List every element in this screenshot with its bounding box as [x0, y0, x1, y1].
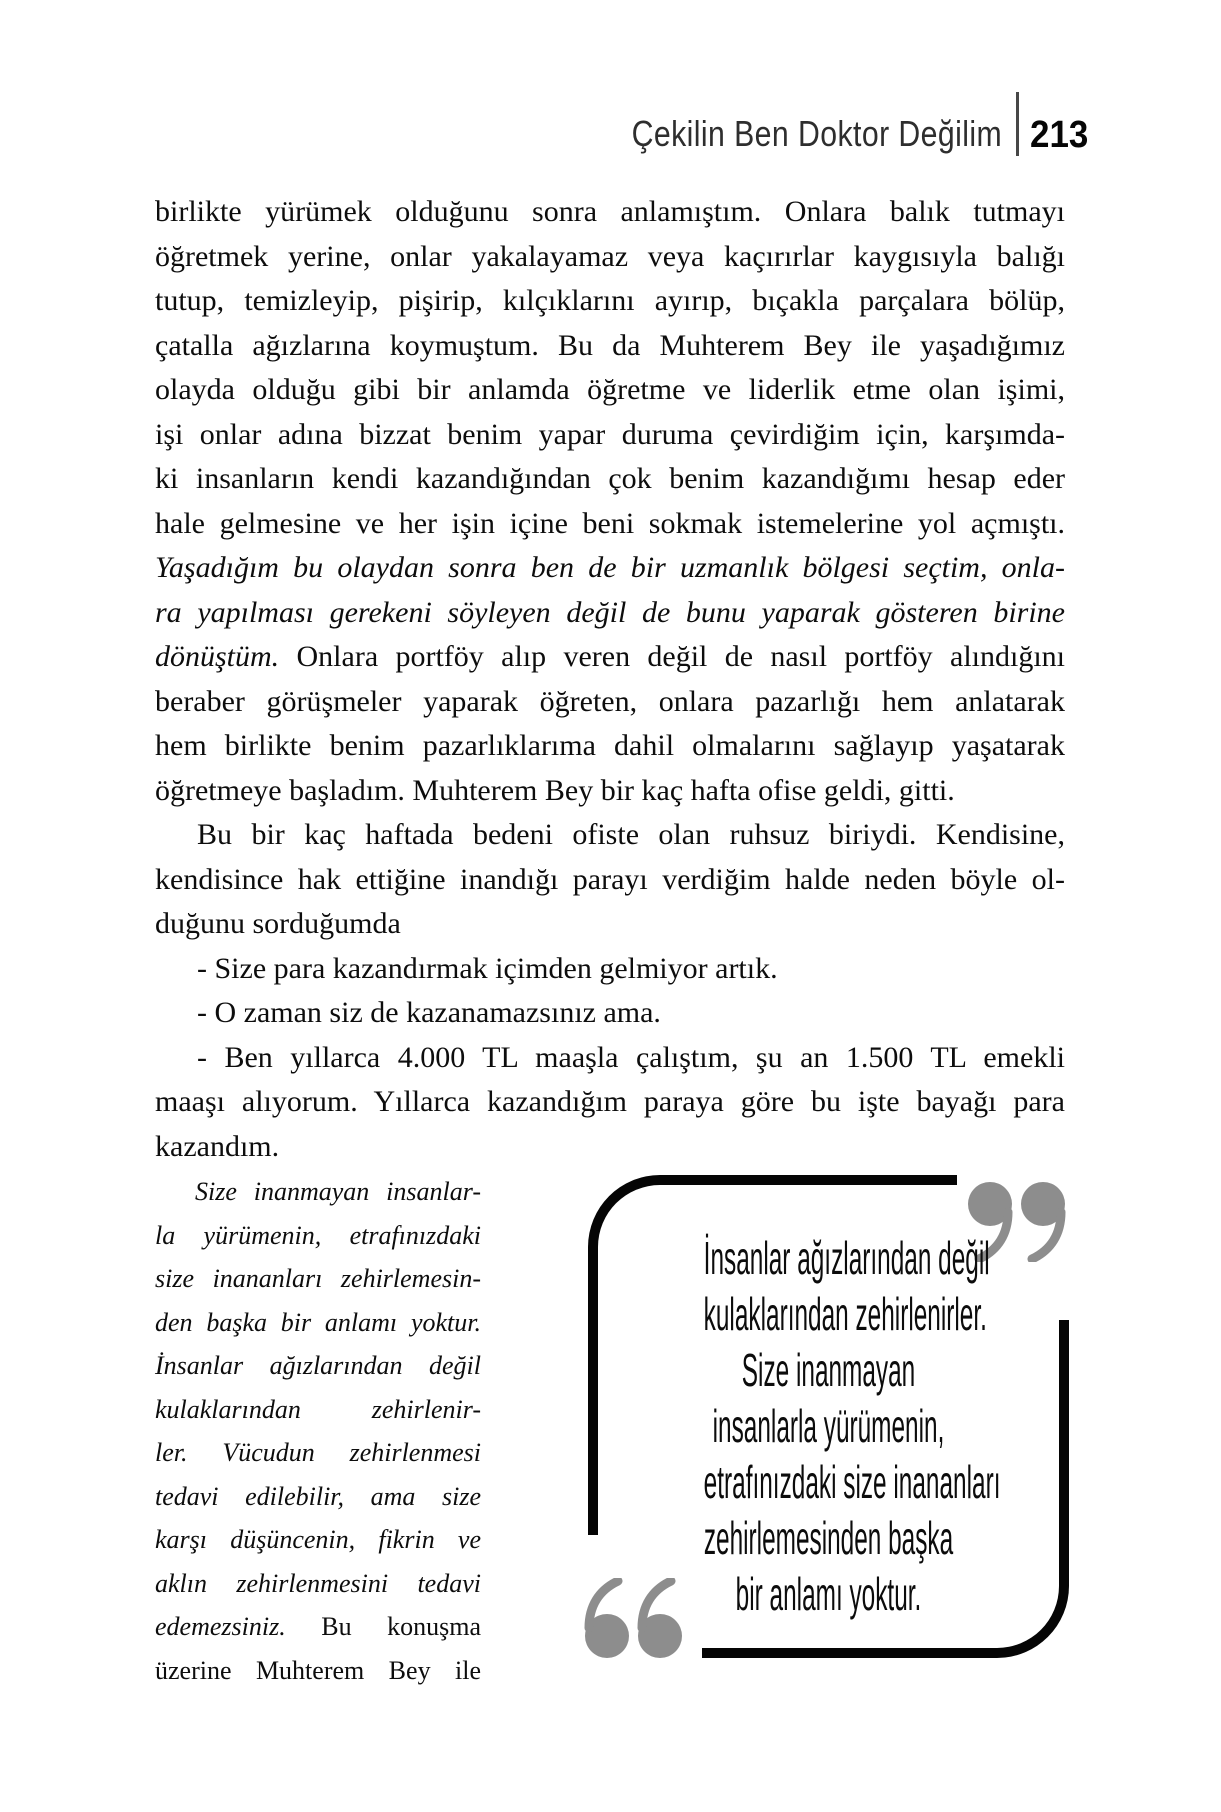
pull-quote-line: Size inanmayan: [741, 1344, 916, 1396]
pull-quote-line: etrafınızdaki size inananları: [703, 1456, 1001, 1508]
header-divider: [1016, 92, 1019, 156]
body-line: duğunu sorduğumda: [155, 907, 401, 940]
body-line: hale gelmesine ve her işin içine beni sokmak istemelerine yol açmıştı.: [155, 506, 1065, 540]
body-line: [155, 635, 1065, 680]
body-line: çatalla ağızlarına koymuştum. Bu da Muhterem Bey ile yaşadığımız: [155, 328, 1065, 362]
body-line: Bu bir kaç haftada bedeni ofiste olan ruhsuz biriydi. Kendisine,: [197, 818, 1065, 851]
body-line: öğretmeye başladım. Muhterem Bey bir kaç hafta ofise geldi, gitti.: [155, 773, 955, 807]
pull-quote-line: insanlarla yürümenin,: [712, 1400, 945, 1452]
pull-quote-line: bir anlamı yoktur.: [735, 1568, 922, 1620]
left-column-line: [155, 1605, 481, 1649]
pull-quote-line: kulaklarından zehirlenirler.: [703, 1288, 987, 1340]
left-column-line: ler. Vücudun zehirlenmesi: [155, 1438, 481, 1467]
left-column-line: üzerine Muhterem Bey ile: [155, 1655, 481, 1685]
pull-quote-line: zehirlemesinden başka: [703, 1512, 954, 1564]
body-line: beraber görüşmeler yaparak öğreten, onlara pazarlığı hem anlatarak: [155, 684, 1065, 718]
body-line: hem birlikte benim pazarlıklarıma dahil olmalarını sağlayıp yaşatarak: [155, 729, 1065, 762]
chapter-title: Çekilin Ben Doktor Değilim: [632, 113, 1003, 154]
body-line: ki insanların kendi kazandığından çok benim kazandığımı hesap eder: [155, 462, 1065, 495]
body-line: olayda olduğu gibi bir anlamda öğretme ve liderlik etme olan işimi,: [155, 373, 1065, 406]
left-column-line: tedavi edilebilir, ama size: [155, 1481, 481, 1511]
pull-quote-text: [593, 1230, 1064, 1622]
left-column-line: den başka bir anlamı yoktur.: [155, 1307, 481, 1337]
two-column-section: [155, 1170, 1065, 1750]
left-column-line: Size inanmayan insanlar-: [195, 1177, 481, 1206]
left-column-line: karşı düşüncenin, fikrin ve: [155, 1525, 481, 1554]
body-line: maaşı alıyorum. Yıllarca kazandığım paraya göre bu işte bayağı para: [155, 1085, 1065, 1118]
body-line-segment: dönüştüm.: [155, 640, 280, 673]
body-line: - Size para kazandırmak içimden gelmiyor artık.: [197, 951, 778, 985]
body-text: [155, 190, 1065, 1169]
body-line: Yaşadığım bu olaydan sonra ben de bir uzmanlık bölgesi seçtim, onla-: [155, 551, 1065, 584]
left-column: [155, 1170, 481, 1692]
body-line: - Ben yıllarca 4.000 TL maaşla çalıştım, şu an 1.500 TL emekli: [197, 1040, 1065, 1074]
left-column-line: İnsanlar ağızlarından değil: [155, 1351, 481, 1380]
left-column-line-segment: Bu konuşma: [285, 1612, 481, 1641]
left-column-line: size inananları zehirlemesin-: [155, 1264, 481, 1293]
body-line: tutup, temizleyip, pişirip, kılçıklarını ayırıp, bıçakla parçalara bölüp,: [155, 284, 1065, 317]
body-line: ra yapılması gerekeni söyleyen değil de bunu yaparak gösteren birine: [155, 595, 1065, 629]
page-number: 213: [1029, 114, 1088, 156]
left-column-line-segment: edemezsiniz.: [155, 1612, 286, 1641]
body-line: öğretmek yerine, onlar yakalayamaz veya kaçırırlar kaygısıyla balığı: [155, 239, 1065, 273]
body-line-segment: Onlara portföy alıp veren değil de nasıl portföy alındığını: [279, 640, 1065, 673]
pull-quote-line: İnsanlar ağızlarından değil: [703, 1232, 990, 1284]
body-line: işi onlar adına bizzat benim yapar duruma çevirdiğim için, karşımda-: [155, 417, 1065, 451]
body-line: kendisince hak ettiğine inandığı parayı verdiğim halde neden böyle ol-: [155, 862, 1065, 896]
left-column-line: aklın zehirlenmesini tedavi: [155, 1568, 481, 1598]
left-column-line: kulaklarından zehirlenir-: [155, 1394, 481, 1424]
left-column-line: la yürümenin, etrafınızdaki: [155, 1220, 481, 1250]
body-line: birlikte yürümek olduğunu sonra anlamıştım. Onlara balık tutmayı: [155, 195, 1065, 228]
body-line: - O zaman siz de kazanamazsınız ama.: [197, 996, 661, 1029]
page-header: [561, 92, 1093, 156]
body-line: kazandım.: [155, 1129, 280, 1163]
